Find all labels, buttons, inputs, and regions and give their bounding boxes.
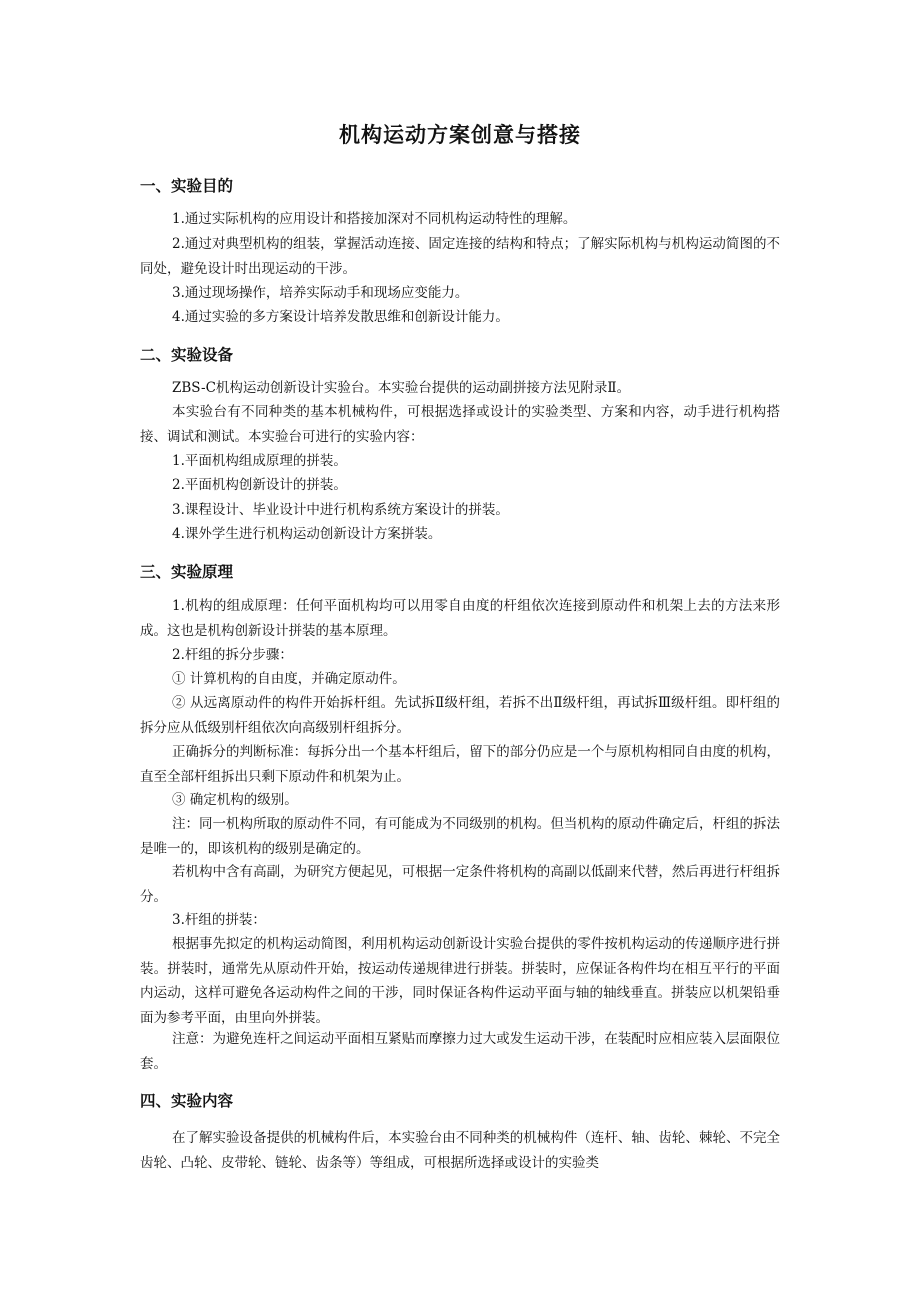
paragraph: 根据事先拟定的机构运动简图，利用机构运动创新设计实验台提供的零件按机构运动的传递顺序进行拼装。拼装时，通常先从原动件开始，按运动传递规律进行拼装。拼装时，应保证各构件均在相互平行的平面内运动，这样可避免各运动构件之间的干涉，同时保证各构件运动平面与轴的轴线垂直。拼装应以机架铅垂面为参考平面，由里向外拼装。 <box>140 936 780 1026</box>
paragraph: 在了解实验设备提供的机械构件后，本实验台由不同种类的机械构件（连杆、轴、齿轮、棘轮、不完全齿轮、凸轮、皮带轮、链轮、齿条等）等组成，可根据所选择或设计的实验类 <box>140 1130 780 1171</box>
paragraph: 注意：为避免连杆之间运动平面相互紧贴而摩擦力过大或发生运动干涉，在装配时应相应装入层面限位套。 <box>140 1031 780 1072</box>
paragraph: ① 计算机构的自由度，并确定原动件。 <box>172 671 406 687</box>
section-heading-equipment: 二、实验设备 <box>140 346 234 364</box>
paragraph: 3.通过现场操作，培养实际动手和现场应变能力。 <box>172 285 469 301</box>
paragraph: ZBS-C机构运动创新设计实验台。本实验台提供的运动副拼接方法见附录Ⅱ。 <box>172 380 631 396</box>
paragraph: 2.通过对典型机构的组装，掌握活动连接、固定连接的结构和特点；了解实际机构与机构运动简图的不同处，避免设计时出现运动的干涉。 <box>140 236 780 277</box>
section-heading-purpose: 一、实验目的 <box>140 177 234 195</box>
paragraph: 3.课程设计、毕业设计中进行机构系统方案设计的拼装。 <box>172 502 509 518</box>
paragraph: 正确拆分的判断标准：每拆分出一个基本杆组后，留下的部分仍应是一个与原机构相同自由度的机构，直至全部杆组拆出只剩下原动件和机架为止。 <box>140 744 780 785</box>
paragraph: 4.通过实验的多方案设计培养发散思维和创新设计能力。 <box>172 309 509 325</box>
paragraph: 2.杆组的拆分步骤： <box>172 647 293 663</box>
paragraph: 3.杆组的拼装： <box>172 912 266 928</box>
section-heading-content: 四、实验内容 <box>140 1092 234 1110</box>
paragraph: 若机构中含有高副，为研究方便起见，可根据一定条件将机构的高副以低副来代替，然后再进行杆组拆分。 <box>140 864 780 905</box>
paragraph: ③ 确定机构的级别。 <box>172 792 298 808</box>
paragraph: 本实验台有不同种类的基本机械构件，可根据选择或设计的实验类型、方案和内容，动手进行机构搭接、调试和测试。本实验台可进行的实验内容： <box>140 404 780 445</box>
paragraph: 4.课外学生进行机构运动创新设计方案拼装。 <box>172 526 442 542</box>
paragraph: 1.平面机构组成原理的拼装。 <box>172 453 347 469</box>
paragraph: 1.机构的组成原理：任何平面机构均可以用零自由度的杆组依次连接到原动件和机架上去的方法来形成。这也是机构创新设计拼装的基本原理。 <box>140 598 780 639</box>
page-title: 机构运动方案创意与搭接 <box>339 123 581 147</box>
paragraph: ② 从远离原动件的构件开始拆杆组。先试拆Ⅱ级杆组，若拆不出Ⅱ级杆组，再试拆Ⅲ级杆组。即杆组的拆分应从低级别杆组依次向高级别杆组拆分。 <box>140 695 780 736</box>
paragraph: 2.平面机构创新设计的拼装。 <box>172 477 347 493</box>
paragraph: 注：同一机构所取的原动件不同，有可能成为不同级别的机构。但当机构的原动件确定后，杆组的拆法是唯一的，即该机构的级别是确定的。 <box>140 816 780 857</box>
section-heading-principle: 三、实验原理 <box>140 563 234 581</box>
paragraph: 1.通过实际机构的应用设计和搭接加深对不同机构运动特性的理解。 <box>172 211 577 227</box>
